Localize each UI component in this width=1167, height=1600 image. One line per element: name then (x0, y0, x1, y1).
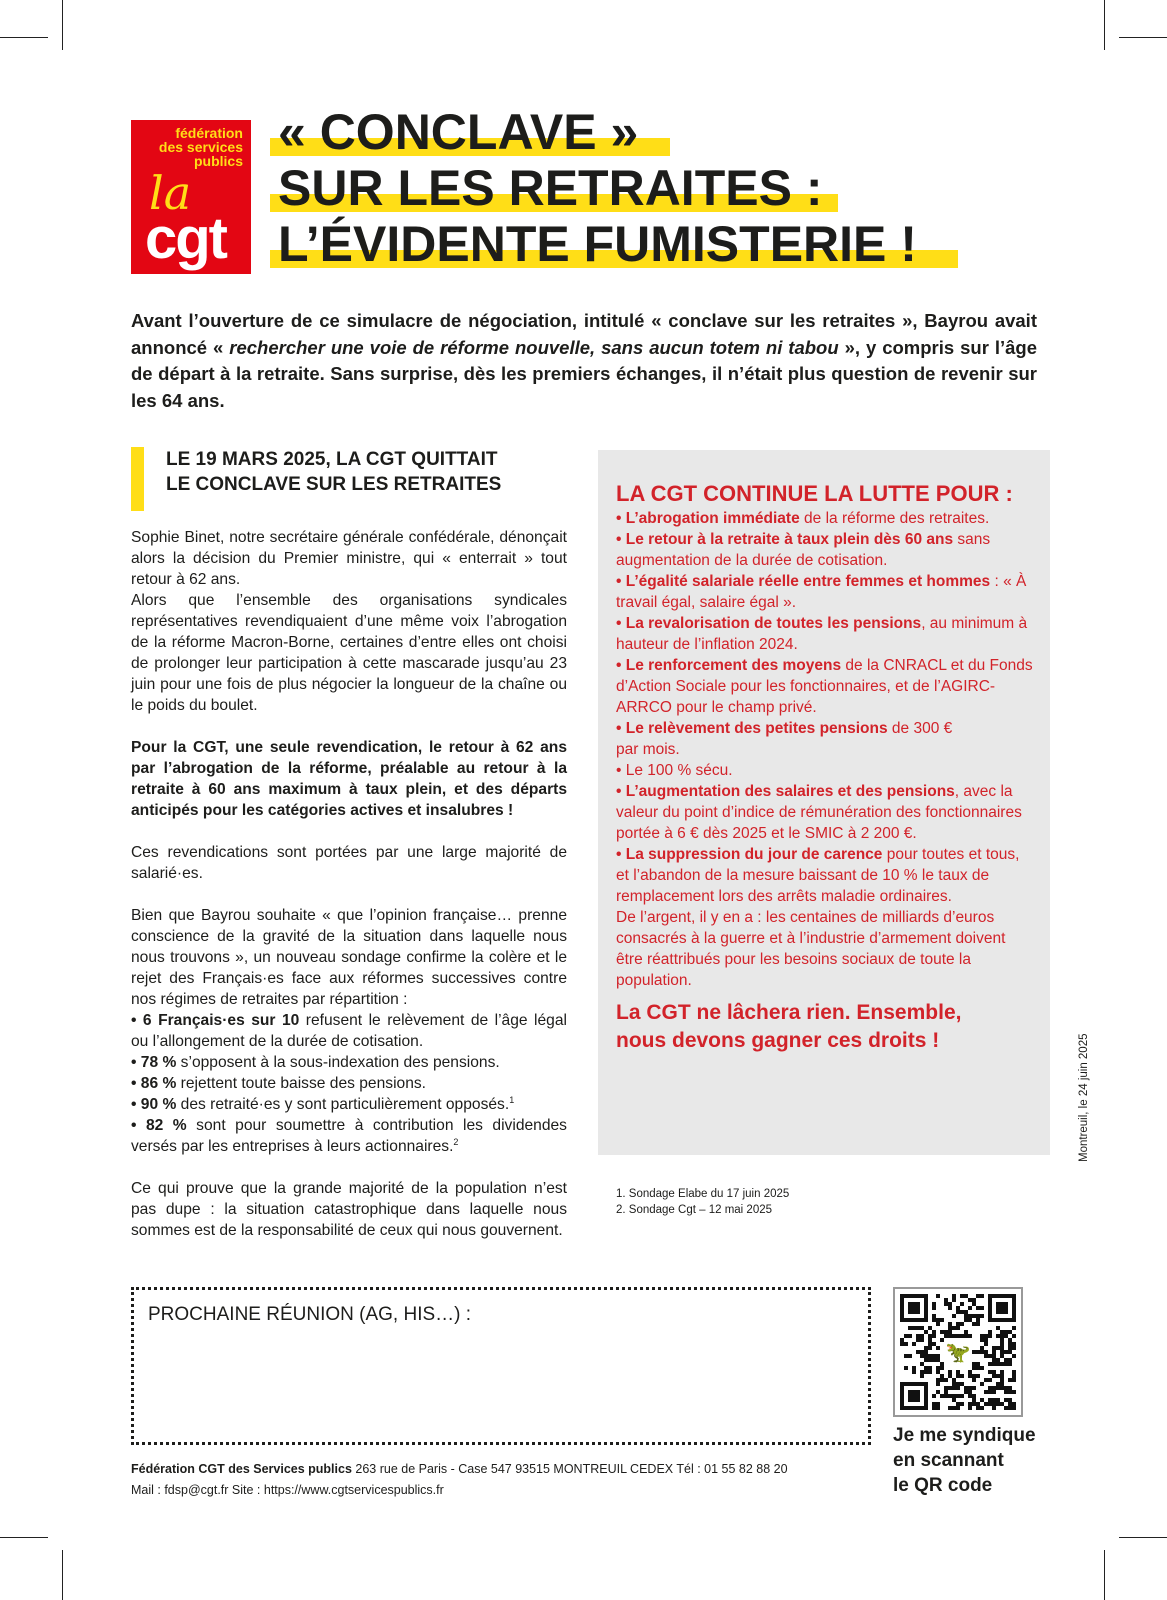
logo-line: des services (158, 139, 243, 155)
demand-text: de 300 € par mois. (616, 720, 953, 758)
demand-bold: • L’augmentation des salaires et des pensions (616, 783, 955, 800)
crop-mark (1119, 37, 1167, 38)
list-item (616, 508, 1034, 529)
page-title (270, 104, 923, 272)
money-paragraph: De l’argent, il y en a : les centaines de milliards d’euros consacrés à la guerre et à l’industrie d’armement doivent être réattribués pour les besoins sociaux de toute la population. (616, 909, 1006, 989)
list-item (616, 718, 966, 760)
bold-text: Pour la CGT, une seule revendication, le retour à 62 ans par l’abrogation de la réforme, préalable au retour à la retraite à 60 ans maximum à taux plein, et des départs anticipés pour les catégories actives et insalubres ! (131, 739, 567, 819)
qr-code[interactable] (893, 1287, 1023, 1417)
demand-text: , au minimum à hauteur de l’inflation 2024. (616, 615, 1028, 653)
stat-value: • 82 % (131, 1117, 187, 1134)
demand-bold: • L’abrogation immédiate (616, 510, 800, 527)
crop-mark (0, 37, 48, 38)
closing-line: La CGT ne lâchera rien. Ensemble, (616, 1001, 962, 1024)
paragraph: Ces revendications sont portées par une large majorité de salarié·es. (131, 844, 567, 882)
title-text: « CONCLAVE » (278, 104, 639, 160)
paragraph-bold (131, 737, 567, 821)
footer (131, 1459, 788, 1501)
stat-text: sont pour soumettre à contribution les dividendes versés par les entreprises à leurs actionnaires. (131, 1117, 567, 1155)
qr-caption (893, 1423, 1036, 1498)
footnote: 2. Sondage Cgt – 12 mai 2025 (616, 1204, 773, 1216)
stats-list (131, 1010, 567, 1157)
paragraph: Sophie Binet, notre secrétaire générale confédérale, dénonçait alors la décision du Premier ministre, qui « enterrait » tout retour à 62 ans. (131, 529, 567, 588)
list-item (616, 529, 1034, 571)
intro-quote: rechercher une voie de réforme nouvelle, sans aucun totem ni tabou (229, 336, 839, 358)
footnote-ref: 2 (453, 1136, 459, 1147)
stat-value: • 78 % (131, 1054, 177, 1071)
paragraph: Alors que l’ensemble des organisations syndicales représentatives revendiquaient d’une même voix l’abrogation de la réforme Macron-Borne, certaines d’entre elles ont choisi de prolonger leur participation à cette mascarade jusqu’au 23 juin pour une fois de plus négocier la longueur de la chaîne ou le poids du boulet. (131, 592, 567, 714)
crop-mark (1119, 1537, 1167, 1538)
title-line-2 (270, 160, 923, 216)
list-item (131, 1115, 567, 1157)
meeting-label: PROCHAINE RÉUNION (AG, HIS…) : (148, 1304, 472, 1325)
footer-address-text: 263 rue de Paris - Case 547 93515 MONTREUIL CEDEX Tél : 01 55 82 88 20 (351, 1462, 788, 1476)
qr-code-icon (895, 1289, 1021, 1415)
footer-org: Fédération CGT des Services publics (131, 1462, 352, 1476)
stat-text: rejettent toute baisse des pensions. (176, 1075, 427, 1092)
closing-line: nous devons gagner ces droits ! (616, 1029, 940, 1052)
demand-text: de la CNRACL et du Fonds d’Action Sociale pour les fonctionnaires, et de l’AGIRC-ARRCO pour le champ privé. (616, 657, 1033, 716)
footnotes (616, 1186, 789, 1218)
list-item (616, 571, 1034, 613)
crop-mark (62, 0, 63, 50)
list-item (131, 1073, 567, 1094)
demands-content (616, 480, 1034, 1055)
intro-text: », y compris sur l’âge de départ à la retraite. Sans surprise, dès les premiers échanges, il n’était plus question de revenir sur les 64 ans. (131, 336, 1038, 411)
title-text: SUR LES RETRAITES : (278, 160, 823, 216)
stat-value: • 86 % (131, 1075, 177, 1092)
logo-line: publics (193, 153, 243, 169)
closing-statement (616, 999, 1034, 1055)
demand-bold: • La suppression du jour de carence (616, 846, 883, 863)
demand-text: de la réforme des retraites. (799, 510, 990, 527)
qr-caption-line: Je me syndique (893, 1425, 1036, 1446)
intro-paragraph (131, 308, 1037, 414)
list-item (131, 1010, 567, 1052)
demand-text: sans augmentation de la durée de cotisation. (616, 531, 991, 569)
logo-line: fédération (175, 125, 243, 141)
stat-value: • 90 % (131, 1096, 177, 1113)
list-item (616, 781, 1034, 844)
demand-text: • Le 100 % sécu. (616, 762, 733, 779)
title-line-3 (270, 216, 923, 272)
section-heading (166, 447, 501, 497)
footer-address (131, 1459, 788, 1480)
stat-text: s’opposent à la sous-indexation des pensions. (176, 1054, 500, 1071)
paragraph: Ce qui prouve que la grande majorité de la population n’est pas dupe : la situation catastrophique dans laquelle nous sommes est de la responsabilité de ceux qui nous gouvernent. (131, 1180, 567, 1239)
logo-federation-text (159, 126, 243, 168)
demand-bold: • Le retour à la retraite à taux plein dès 60 ans (616, 531, 954, 548)
demand-text: , avec la valeur du point d’indice de rémunération des fonctionnaires portée à 6 € dès 2025 et le SMIC à 2 200 €. (616, 783, 1022, 842)
list-item (616, 760, 1034, 781)
stat-value: • 6 Français·es sur 10 (131, 1012, 300, 1029)
intro-text: Avant l’ouverture de ce simulacre de négociation, intitulé « conclave sur les retraites », Bayrou avait annoncé « (131, 310, 1037, 358)
footnote: 1. Sondage Elabe du 17 juin 2025 (616, 1188, 790, 1200)
list-item (616, 655, 1034, 718)
demand-text: : « À travail égal, salaire égal ». (616, 573, 1027, 611)
footnote-ref: 1 (509, 1094, 515, 1105)
crop-mark (1104, 1550, 1105, 1600)
stat-text: refusent le relèvement de l’âge légal ou l’allongement de la durée de cotisation. (131, 1012, 567, 1050)
list-item (616, 844, 1034, 907)
demand-bold: • L’égalité salariale réelle entre femmes et hommes (616, 573, 991, 590)
demands-heading: LA CGT CONTINUE LA LUTTE POUR : (616, 481, 1013, 506)
qr-caption-line: le QR code (893, 1475, 993, 1496)
section-heading-line: LE 19 MARS 2025, LA CGT QUITTAIT (166, 449, 498, 470)
logo-cgt: cgt (145, 206, 226, 271)
title-line-1 (270, 104, 923, 160)
issue-date: Montreuil, le 24 juin 2025 (1078, 1033, 1090, 1162)
left-column (131, 527, 567, 1241)
stat-text: des retraité·es y sont particulièrement opposés. (176, 1096, 510, 1113)
list-item (131, 1052, 567, 1073)
crop-mark (62, 1550, 63, 1600)
logo-la: la (149, 166, 192, 220)
demand-bold: • La revalorisation de toutes les pensions (616, 615, 922, 632)
demands-box (598, 450, 1050, 1155)
section-heading-line: LE CONCLAVE SUR LES RETRAITES (166, 474, 502, 495)
footer-contact[interactable]: Mail : fdsp@cgt.fr Site : https://www.cgtservicespublics.fr (131, 1483, 444, 1497)
title-text: L’ÉVIDENTE FUMISTERIE ! (278, 216, 917, 272)
list-item (616, 613, 1034, 655)
list-item (131, 1094, 567, 1115)
meeting-box (131, 1287, 871, 1445)
cgt-logo (131, 120, 251, 274)
paragraph: Bien que Bayrou souhaite « que l’opinion française… prenne conscience de la gravité de la situation dans laquelle nous nous trouvons », un nouveau sondage confirme la colère et le rejet des Français·es face aux réformes successives contre nos régimes de retraites par répartition : (131, 907, 567, 1008)
demand-text: pour toutes et tous, et l’abandon de la mesure baissant de 10 % le taux de remplacement lors des arrêts maladie ordinaires. (616, 846, 1020, 905)
crop-mark (1104, 0, 1105, 50)
qr-caption-line: en scannant (893, 1450, 1004, 1471)
svg-text:🦖: 🦖 (945, 1340, 971, 1364)
demand-bold: • Le relèvement des petites pensions (616, 720, 888, 737)
demand-bold: • Le renforcement des moyens (616, 657, 842, 674)
crop-mark (0, 1537, 48, 1538)
section-accent-bar (131, 447, 144, 511)
